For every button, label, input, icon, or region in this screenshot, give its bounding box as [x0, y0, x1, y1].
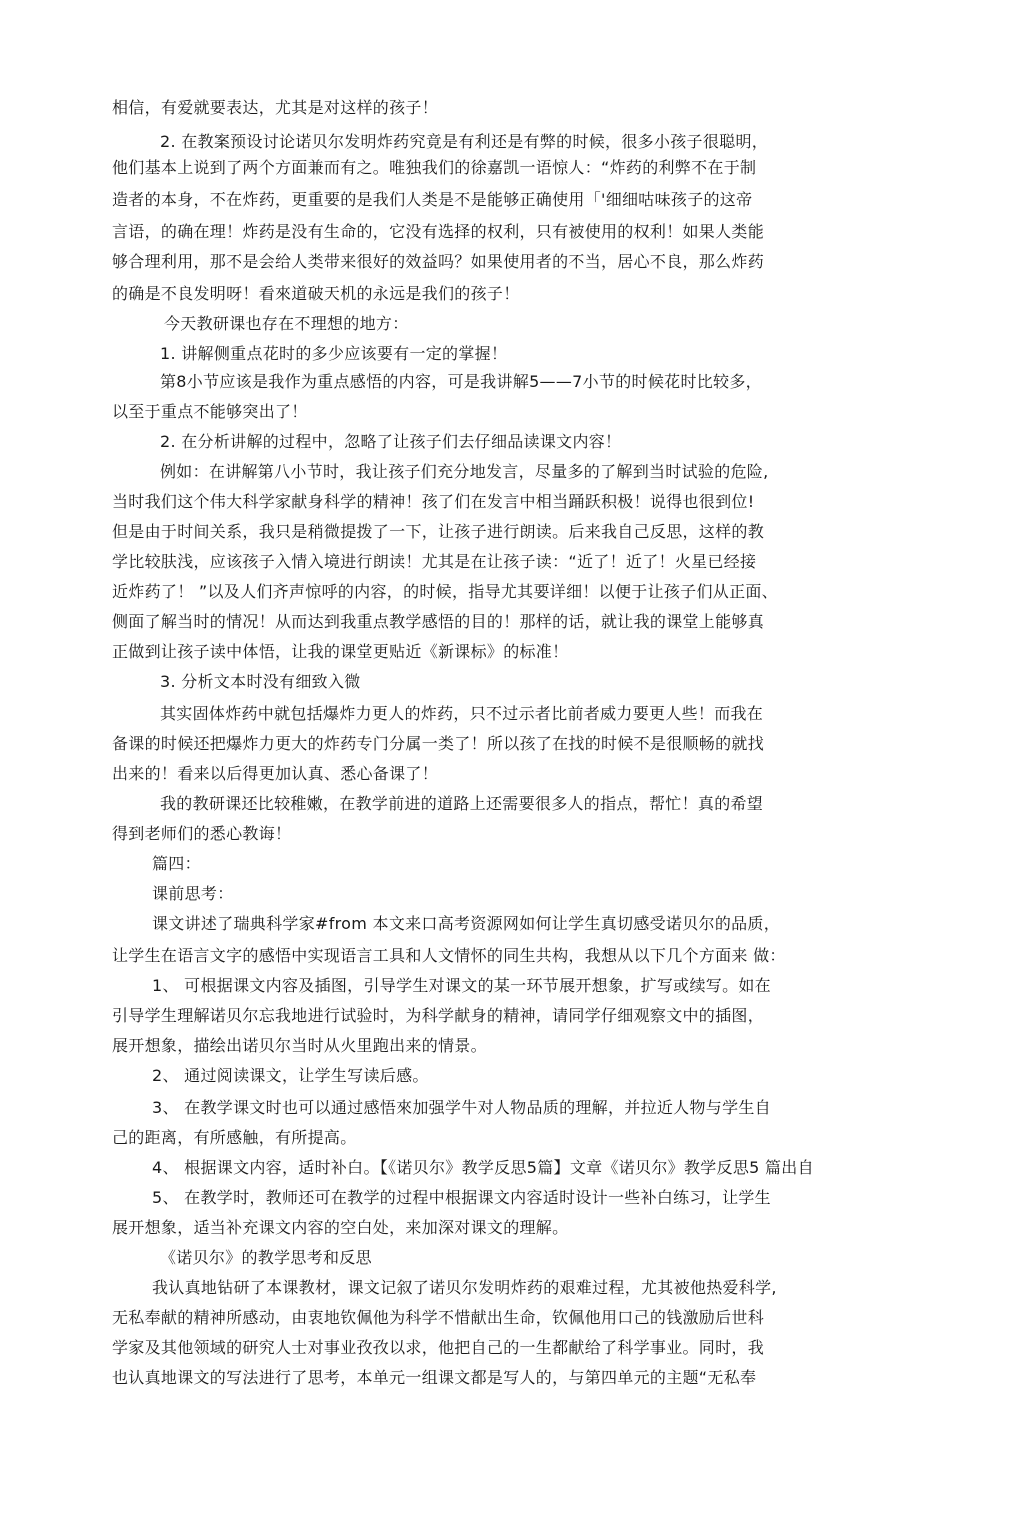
text-line: 3. 分析文本时没有细致入微: [160, 672, 361, 691]
section-heading: 课前思考：: [152, 884, 234, 903]
text-line: 也认真地课文的写法进行了思考，本单元一组课文都是写人的，与第四单元的主题“无私奉: [112, 1368, 757, 1387]
text-line: 我认真地钻研了本课教材，课文记叙了诺贝尔发明炸药的艰难过程，尤其被他热爱科学,: [152, 1278, 777, 1297]
text-line: 造者的本身，不在炸药，更重要的是我们人类是不是能够正确使用「'细细咕味孩子的这帝: [112, 190, 753, 209]
text-line: 1、 可根据课文内容及插图，引导学生对课文的某一环节展开想象，扩写或续写。如在: [152, 976, 771, 995]
text-line: 他们基本上说到了两个方面兼而有之。唯独我们的徐嘉凯一语惊人：“炸药的利弊不在于制: [112, 158, 757, 177]
text-line: 2、 通过阅读课文，让学生写读后感。: [152, 1066, 429, 1085]
text-line: 的确是不良发明呀！看來道破天机的永远是我们的孩子！: [112, 284, 520, 303]
section-heading: 《诺贝尔》的教学思考和反思: [160, 1248, 372, 1267]
text-line: 正做到让孩子读中体悟，让我的课堂更贴近《新课标》的标准！: [112, 642, 569, 661]
text-line: 展开想象，描绘出诺贝尔当时从火里跑出来的情景。: [112, 1036, 487, 1055]
text-line: 2. 在分析讲解的过程中，忽略了让孩子们去仔细品读课文内容！: [160, 432, 622, 451]
text-line: 2. 在教案预设讨论诺贝尔发明炸药究竟是有利还是有弊的时候，很多小孩子很聪明，: [160, 132, 769, 151]
text-line: 展开想象，适当补充课文内容的空白处，来加深对课文的理解。: [112, 1218, 569, 1237]
text-line: 其实固体炸药中就包括爆炸力更人的炸药，只不过示者比前者威力要更人些！而我在: [160, 704, 764, 723]
section-heading: 篇四：: [152, 854, 201, 873]
text-line: 己的距离，有所感触，有所提高。: [112, 1128, 357, 1147]
text-line: 学比较肤浅，应该孩子入情入境进行朗读！尤其是在让孩子读：“近了！近了！火星已经接: [112, 552, 757, 571]
text-line: 出来的！看来以后得更加认真、悉心备课了！: [112, 764, 439, 783]
text-line: 学家及其他领域的研究人士对事业孜孜以求，他把自己的一生都献给了科学事业。同时，我: [112, 1338, 765, 1357]
text-line: 3、 在教学课文时也可以通过感悟來加强学牛对人物品质的理解，并拉近人物与学生自: [152, 1098, 771, 1117]
text-line: 相信，有爱就要表达，尤其是对这样的孩子！: [112, 98, 439, 117]
text-line: 侧面了解当时的情况！从而达到我重点教学感悟的目的！那样的话，就让我的课堂上能够真: [112, 612, 765, 631]
text-line: 够合理利用，那不是会给人类带来很好的效益吗？如果使用者的不当，居心不良，那么炸药: [112, 252, 765, 271]
text-line: 1. 讲解侧重点花时的多少应该要有一定的掌握！: [160, 344, 508, 363]
text-line: 例如：在讲解第八小节时，我让孩子们充分地发言，尽量多的了解到当时试验的危险,: [160, 462, 769, 481]
text-line: 课文讲述了瑞典科学家#from 本文来口高考资源网如何让学生真切感受诺贝尔的品质，: [152, 914, 781, 933]
text-line: 得到老师们的悉心教诲！: [112, 824, 292, 843]
text-line: 让学生在语言文字的感悟中实现语言工具和人文情怀的同生共构，我想从以下几个方面来 做：: [112, 946, 786, 965]
text-line: 言语，的确在理！炸药是没有生命的，它没有选择的权利，只有被使用的权利！如果人类能: [112, 222, 765, 241]
text-line: 当时我们这个伟大科学家献身科学的精神！孩了们在发言中相当踊跃积极！说得也很到位!: [112, 492, 755, 511]
text-line: 以至于重点不能够突出了！: [112, 402, 308, 421]
text-line: 4、 根据课文内容，适时补白。【《诺贝尔》教学反思5篇】文章《诺贝尔》教学反思5 篇出自: [152, 1158, 814, 1177]
text-line: 但是由于时间关系，我只是稍微提拨了一下，让孩子进行朗读。后来我自己反思，这样的教: [112, 522, 765, 541]
text-line: 5、 在教学时，教师还可在教学的过程中根据课文内容适时设计一些补白练习，让学生: [152, 1188, 771, 1207]
text-line: 引导学生理解诺贝尔忘我地进行试验时，为科学献身的精神，请同学仔细观察文中的插图，: [112, 1006, 765, 1025]
text-line: 无私奉献的精神所感动，由衷地钦佩他为科学不惜献出生命，钦佩他用口己的钱激励后世科: [112, 1308, 765, 1327]
text-line: 今天教研课也存在不理想的地方：: [164, 314, 409, 333]
text-line: 备课的时候还把爆炸力更大的炸药专门分属一类了！所以孩了在找的时候不是很顺畅的就找: [112, 734, 765, 753]
text-line: 近炸药了！ ”以及人们齐声惊呼的内容，的时候，指导尤其要详细！以便于让孩子们从正面、: [112, 582, 778, 601]
text-line: 第8小节应该是我作为重点感悟的内容，可是我讲解5——7小节的时候花时比较多，: [160, 372, 762, 391]
text-line: 我的教研课还比较稚嫩，在教学前进的道路上还需要很多人的指点，帮忙！真的希望: [160, 794, 764, 813]
